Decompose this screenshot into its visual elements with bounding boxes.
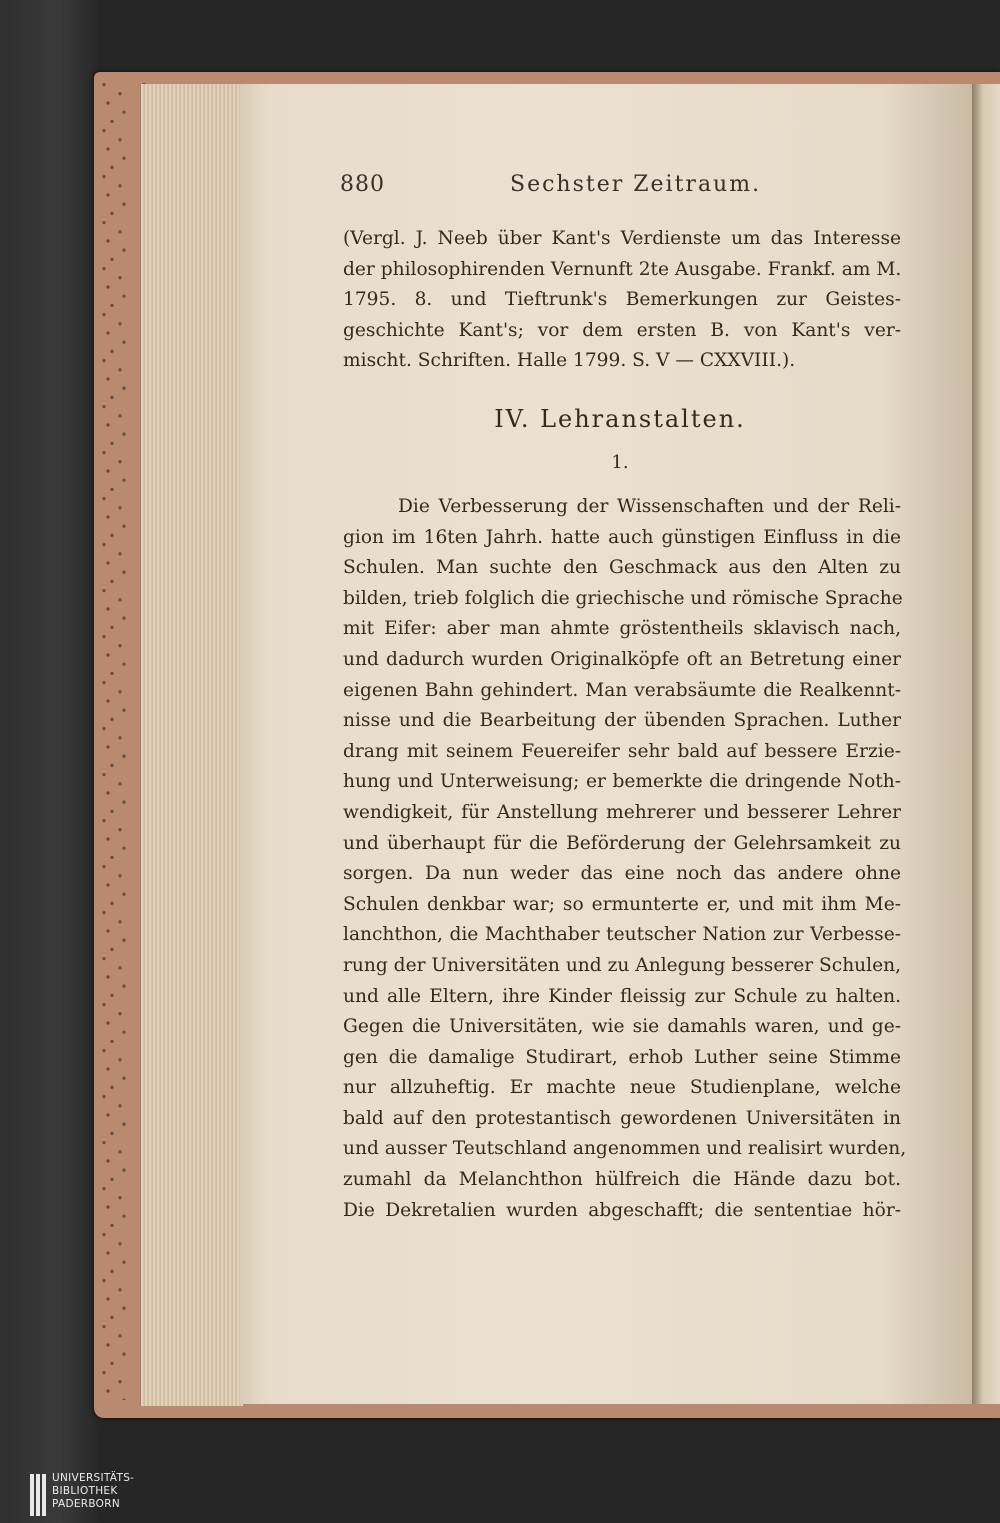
text-line: sorgen. Da nun weder das eine noch das andere ohne (343, 863, 901, 885)
text-line: gen die damalige Studirart, erhob Luther seine Stimme (343, 1046, 901, 1068)
text-line: wendigkeit, für Anstellung mehrerer und besserer Lehrer (343, 801, 901, 823)
text-line: der philosophirenden Vernunft 2te Ausgabe. Frankf. am M. (343, 258, 902, 280)
text-line: bilden, trieb folglich die griechische und römische Sprache (343, 587, 903, 609)
running-title: Sechster Zeitraum. (510, 172, 762, 197)
text-line: (Vergl. J. Neeb über Kant's Verdienste um das Interesse (343, 228, 901, 249)
text-line: hung und Unterweisung; er bemerkte die dringende Noth- (343, 771, 901, 793)
text-line: drang mit seinem Feuereifer sehr bald auf bessere Erzie- (343, 740, 901, 762)
text-line: Schulen denkbar war; so ermunterte er, und mit ihm Me- (343, 893, 901, 915)
reference-paragraph (343, 224, 901, 377)
section-number: 1. (611, 452, 629, 473)
text-line: 1795. 8. und Tieftrunk's Bemerkungen zur Geistes- (343, 289, 901, 311)
logo-line: UNIVERSITÄTS- (52, 1472, 135, 1484)
text-line: eigenen Bahn gehindert. Man verabsäumte die Realkennt- (343, 679, 901, 701)
text-line: mischt. Schriften. Halle 1799. S. V — CXXVIII.). (343, 350, 796, 372)
body-paragraph (343, 492, 907, 1226)
text-line: bald auf den protestantisch gewordenen Universitäten in (343, 1107, 901, 1129)
text-line: und dadurch wurden Originalköpfe oft an Betretung einer (343, 648, 901, 670)
text-line: und überhaupt für die Beförderung der Gelehrsamkeit zu (343, 832, 901, 854)
text-line: Die Verbesserung der Wissenschaften und der Reli- (398, 496, 901, 517)
logo-line: BIBLIOTHEK (52, 1485, 118, 1497)
logo-mark-icon (30, 1474, 54, 1516)
section-heading: IV. Lehranstalten. (494, 405, 746, 433)
text-line: und alle Eltern, ihre Kinder fleissig zur Schule zu halten. (343, 985, 901, 1007)
text-line: geschichte Kant's; vor dem ersten B. von Kant's ver- (343, 319, 901, 341)
text-line: nisse und die Bearbeitung der übenden Sprachen. Luther (343, 710, 901, 732)
text-line: mit Eifer: aber man ahmte gröstentheils sklavisch nach, (343, 618, 901, 640)
library-logo (30, 1472, 230, 1518)
text-line: lanchthon, die Machthaber teutscher Nation zur Verbesse- (343, 924, 901, 946)
text-line: rung der Universitäten und zu Anlegung besserer Schulen, (343, 954, 901, 976)
text-line: gion im 16ten Jahrh. hatte auch günstigen Einfluss in die (343, 526, 901, 548)
logo-text (52, 1472, 134, 1511)
text-line: zumahl da Melanchthon hülfreich die Hände dazu bot. (343, 1169, 901, 1191)
page-number: 880 (340, 172, 385, 197)
text-line: Schulen. Man suchte den Geschmack aus den Alten zu (343, 557, 901, 579)
text-line: nur allzuheftig. Er machte neue Studienplane, welche (343, 1077, 901, 1099)
text-line: Gegen die Universitäten, wie sie damahls waren, und ge- (343, 1016, 901, 1038)
text-line: Die Dekretalien wurden abgeschafft; die sententiae hör- (343, 1199, 901, 1221)
text-line: und ausser Teutschland angenommen und realisirt wurden, (343, 1138, 907, 1160)
logo-line: PADERBORN (52, 1498, 120, 1510)
page-header (340, 172, 900, 206)
page-gutter (972, 84, 1000, 1404)
page-edges (140, 84, 243, 1406)
